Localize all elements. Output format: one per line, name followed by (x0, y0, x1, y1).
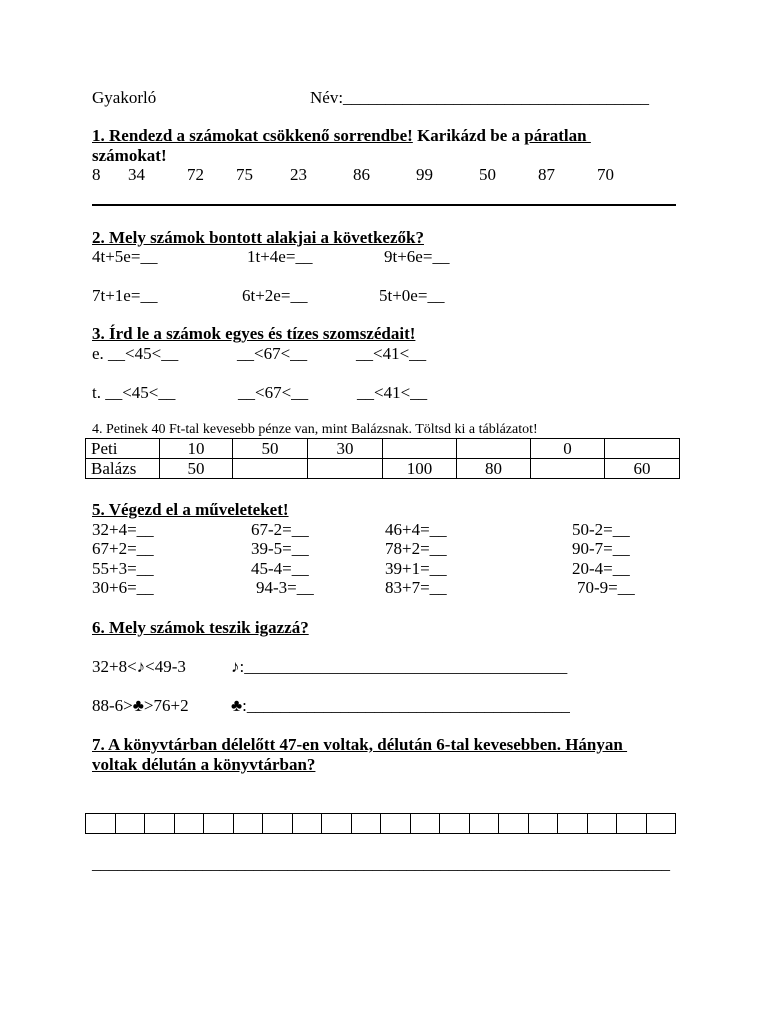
grid-cell[interactable] (381, 814, 411, 834)
task7-title: 7. A könyvtárban délelőtt 47-en voltak, délután 6-tal kevesebben. Hányan (92, 735, 628, 754)
task7-answer-line[interactable]: ____________________________________________________________________ (92, 854, 670, 873)
table-cell[interactable] (233, 459, 308, 479)
task1-title-part3: páratlan (524, 126, 591, 145)
task6-answer-line[interactable]: ♪:______________________________________ (231, 657, 568, 676)
task1-number: 86 (353, 165, 370, 184)
grid-cell[interactable] (351, 814, 381, 834)
task5-item[interactable]: 55+3=__ (92, 559, 154, 578)
grid-cell[interactable] (558, 814, 588, 834)
task3-item[interactable]: t. __<45<__ (92, 383, 176, 402)
table-row (86, 459, 680, 479)
table-row (86, 439, 680, 459)
grid-cell[interactable] (617, 814, 647, 834)
grid-cell[interactable] (204, 814, 234, 834)
grid-cell[interactable] (115, 814, 145, 834)
table-cell[interactable]: 100 (383, 459, 457, 479)
task5-item[interactable]: 83+7=__ (385, 578, 447, 597)
task5-item[interactable]: 46+4=__ (385, 520, 447, 539)
grid-cell[interactable] (528, 814, 558, 834)
task1-title-line2: számokat! (92, 146, 167, 165)
task3-item[interactable]: __<67<__ (238, 383, 309, 402)
task5-item[interactable]: 67+2=__ (92, 539, 154, 558)
task2-item[interactable]: 6t+2e=__ (242, 286, 308, 305)
worksheet-title: Gyakorló (92, 88, 157, 107)
task1-number: 34 (128, 165, 145, 184)
grid-row (86, 814, 676, 834)
task5-item[interactable]: 70-9=__ (577, 578, 635, 597)
task1-number: 87 (538, 165, 555, 184)
grid-cell[interactable] (499, 814, 529, 834)
table-cell[interactable] (383, 439, 457, 459)
task5-item[interactable]: 39+1=__ (385, 559, 447, 578)
task3-item[interactable]: __<41<__ (356, 344, 427, 363)
task5-item[interactable]: 78+2=__ (385, 539, 447, 558)
table-cell[interactable]: 80 (457, 459, 531, 479)
grid-cell[interactable] (233, 814, 263, 834)
peti-balazs-table (85, 438, 680, 479)
table-cell[interactable]: 30 (308, 439, 383, 459)
task1-answer-line[interactable] (92, 204, 676, 206)
task1-number: 70 (597, 165, 614, 184)
task5-title: 5. Végezd el a műveleteket! (92, 500, 289, 519)
grid-cell[interactable] (292, 814, 322, 834)
task5-item[interactable]: 50-2=__ (572, 520, 630, 539)
task2-item[interactable]: 7t+1e=__ (92, 286, 158, 305)
table-cell[interactable]: Peti (86, 439, 160, 459)
task6-expression: 88-6>♣>76+2 (92, 696, 189, 715)
grid-cell[interactable] (174, 814, 204, 834)
task5-item[interactable]: 32+4=__ (92, 520, 154, 539)
task5-item[interactable]: 45-4=__ (251, 559, 309, 578)
task4-title: 4. Petinek 40 Ft-tal kevesebb pénze van, mint Balázsnak. Töltsd ki a táblázatot! (92, 422, 538, 437)
grid-cell[interactable] (410, 814, 440, 834)
table-cell[interactable] (531, 459, 605, 479)
task1-title-part2: Karikázd be a (412, 126, 525, 145)
task5-item[interactable]: 67-2=__ (251, 520, 309, 539)
table-cell[interactable]: 10 (160, 439, 233, 459)
grid-cell[interactable] (322, 814, 352, 834)
table-cell[interactable] (457, 439, 531, 459)
task6-answer-line[interactable]: ♣:______________________________________ (231, 696, 570, 715)
task5-item[interactable]: 39-5=__ (251, 539, 309, 558)
grid-cell[interactable] (86, 814, 116, 834)
task1-number: 72 (187, 165, 204, 184)
task1-number: 23 (290, 165, 307, 184)
task1-number: 75 (236, 165, 253, 184)
table-cell[interactable]: 0 (531, 439, 605, 459)
grid-cell[interactable] (646, 814, 676, 834)
task1-number: 8 (92, 165, 101, 184)
table-cell[interactable] (308, 459, 383, 479)
task5-item[interactable]: 30+6=__ (92, 578, 154, 597)
table-cell[interactable] (605, 439, 680, 459)
task2-item[interactable]: 9t+6e=__ (384, 247, 450, 266)
task2-title: 2. Mely számok bontott alakjai a következők? (92, 228, 424, 247)
calculation-grid (85, 813, 676, 834)
task5-item[interactable]: 94-3=__ (256, 578, 314, 597)
name-field[interactable]: Név:____________________________________ (310, 88, 650, 107)
task1-number: 99 (416, 165, 433, 184)
task1-number: 50 (479, 165, 496, 184)
table-cell[interactable]: 50 (233, 439, 308, 459)
grid-cell[interactable] (440, 814, 470, 834)
task5-item[interactable]: 90-7=__ (572, 539, 630, 558)
task5-item[interactable]: 20-4=__ (572, 559, 630, 578)
task7-title-line2: voltak délután a könyvtárban? (92, 755, 316, 774)
task3-title: 3. Írd le a számok egyes és tízes szomszédait! (92, 324, 416, 343)
grid-cell[interactable] (145, 814, 175, 834)
task1-title-part1: 1. Rendezd a számokat csökkenő sorrendbe! (92, 126, 413, 145)
table-cell[interactable]: Balázs (86, 459, 160, 479)
grid-cell[interactable] (469, 814, 499, 834)
task2-item[interactable]: 5t+0e=__ (379, 286, 445, 305)
task6-expression: 32+8<♪<49-3 (92, 657, 186, 676)
task3-item[interactable]: __<41<__ (357, 383, 428, 402)
task2-item[interactable]: 1t+4e=__ (247, 247, 313, 266)
grid-cell[interactable] (587, 814, 617, 834)
table-cell[interactable]: 60 (605, 459, 680, 479)
task3-item[interactable]: e. __<45<__ (92, 344, 179, 363)
table-cell[interactable]: 50 (160, 459, 233, 479)
grid-cell[interactable] (263, 814, 293, 834)
task2-item[interactable]: 4t+5e=__ (92, 247, 158, 266)
task6-title: 6. Mely számok teszik igazzá? (92, 618, 309, 637)
task3-item[interactable]: __<67<__ (237, 344, 308, 363)
task1-title (92, 126, 591, 146)
